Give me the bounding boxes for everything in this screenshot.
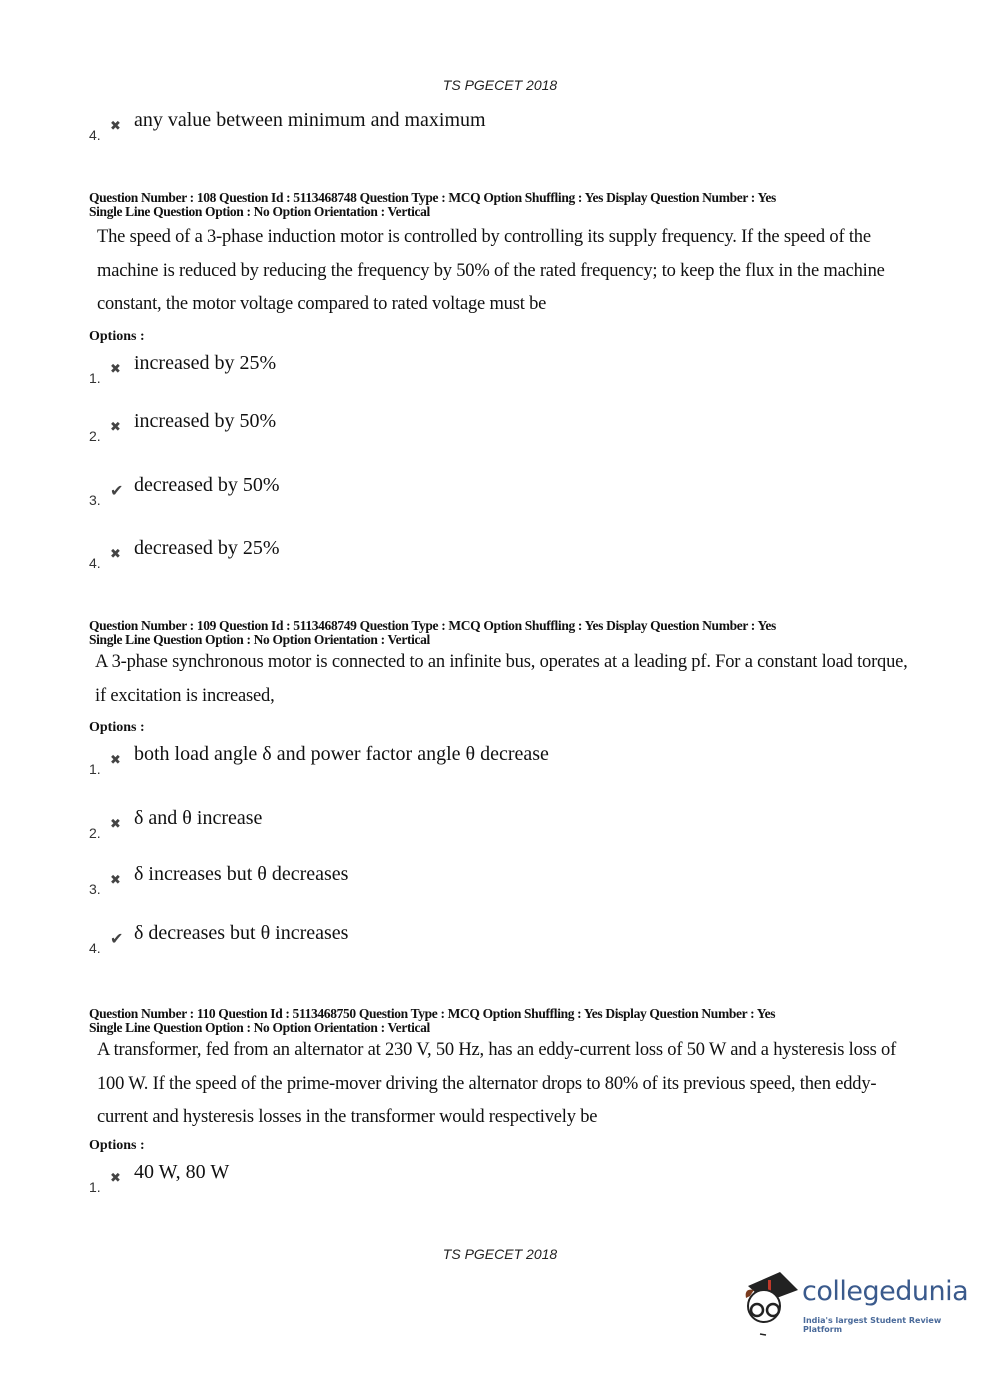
option-number: 1. — [89, 370, 101, 386]
option-text: increased by 50% — [134, 410, 277, 432]
collegedunia-logo — [740, 1268, 970, 1338]
option-number: 2. — [89, 428, 101, 444]
cross-icon: ✖ — [110, 119, 121, 134]
option-item — [89, 537, 789, 573]
check-icon: ✔ — [110, 481, 124, 500]
option-number: 4. — [89, 127, 101, 143]
option-text: δ and θ increase — [134, 807, 263, 829]
cross-icon: ✖ — [110, 420, 121, 435]
question-meta-2: Single Line Question Option : No Option Orientation : Vertical — [89, 1020, 430, 1035]
question-meta-2: Single Line Question Option : No Option Orientation : Vertical — [89, 204, 430, 219]
option-text: 40 W, 80 W — [134, 1161, 230, 1183]
option-text: decreased by 25% — [134, 537, 280, 559]
option-number: 2. — [89, 825, 101, 841]
options-label: Options : — [89, 1138, 145, 1153]
mascot-icon — [740, 1268, 800, 1338]
option-number: 4. — [89, 940, 101, 956]
question-text: A 3-phase synchronous motor is connected to an infinite bus, operates at a leading pf. For a constant load torque, if excitation is increased, — [95, 652, 908, 706]
page-header: TS PGECET 2018 — [442, 77, 558, 93]
cross-icon: ✖ — [110, 362, 121, 377]
options-label: Options : — [89, 720, 145, 735]
option-text: δ decreases but θ increases — [134, 922, 349, 944]
question-text: A transformer, fed from an alternator at 230 V, 50 Hz, has an eddy-current loss of 50 W and a hysteresis loss of 100 W. If the speed of the prime-mover driving the alternator drops to 80% of its previous speed, then eddy-current and hysteresis losses in the transformer would respectively be — [97, 1040, 897, 1127]
option-number: 3. — [89, 881, 101, 897]
cross-icon: ✖ — [110, 1171, 121, 1186]
option-item — [89, 863, 789, 899]
option-item — [89, 807, 789, 843]
question-meta-2: Single Line Question Option : No Option Orientation : Vertical — [89, 632, 430, 647]
option-number: 4. — [89, 555, 101, 571]
question-meta: Question Number : 109 Question Id : 5113468749 Question Type : MCQ Option Shuffling : Yes Display Question Number : Yes — [89, 618, 776, 633]
check-icon: ✔ — [110, 929, 124, 948]
option-item — [89, 743, 789, 779]
option-item — [89, 352, 789, 388]
option-item — [89, 1161, 789, 1197]
option-text: δ increases but θ decreases — [134, 863, 349, 885]
option-item — [89, 922, 789, 958]
option-text: any value between minimum and maximum — [134, 109, 486, 131]
option-item — [89, 109, 789, 145]
option-number: 1. — [89, 761, 101, 777]
cross-icon: ✖ — [110, 873, 121, 888]
logo-tagline: India's largest Student Review Platform — [803, 1316, 942, 1334]
option-number: 1. — [89, 1179, 101, 1195]
question-meta: Question Number : 108 Question Id : 5113468748 Question Type : MCQ Option Shuffling : Yes Display Question Number : Yes — [89, 190, 776, 205]
page-footer: TS PGECET 2018 — [442, 1246, 558, 1262]
cross-icon: ✖ — [110, 817, 121, 832]
question-meta: Question Number : 110 Question Id : 5113468750 Question Type : MCQ Option Shuffling : Yes Display Question Number : Yes — [89, 1006, 776, 1021]
options-label: Options : — [89, 329, 145, 344]
option-number: 3. — [89, 492, 101, 508]
cross-icon: ✖ — [110, 547, 121, 562]
question-text: The speed of a 3-phase induction motor is controlled by controlling its supply frequency. If the speed of the machine is reduced by reducing the frequency by 50% of the rated frequency; to keep the flux in the machine constant, the motor voltage compared to rated voltage must be — [97, 227, 885, 314]
option-text: increased by 25% — [134, 352, 277, 374]
option-text: decreased by 50% — [134, 474, 280, 496]
cross-icon: ✖ — [110, 753, 121, 768]
option-text: both load angle δ and power factor angle θ decrease — [134, 743, 549, 765]
option-item — [89, 410, 789, 446]
logo-wordmark: collegedunia — [802, 1276, 969, 1307]
option-item — [89, 474, 789, 510]
